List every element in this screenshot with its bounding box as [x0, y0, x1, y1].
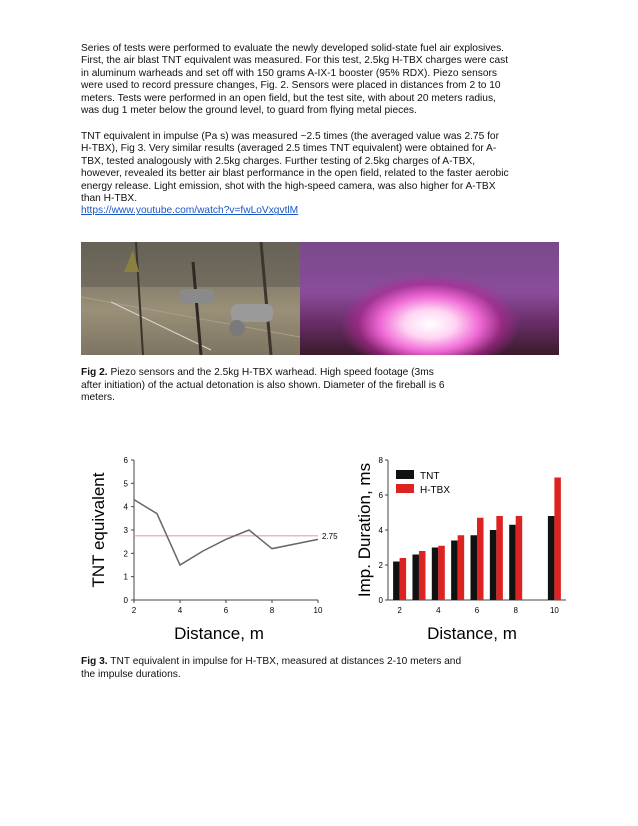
legend-label-tnt: TNT [420, 471, 440, 482]
x-tick-label: 8 [513, 606, 518, 615]
bar-h-tbx-5 [458, 535, 465, 600]
x-tick-label: 8 [269, 606, 275, 615]
fig2-caption [81, 367, 551, 405]
bar-tnt-2 [393, 562, 400, 601]
bar-tnt-5 [451, 541, 458, 601]
x-tick-label: 10 [549, 606, 559, 615]
bar-h-tbx-4 [438, 546, 445, 600]
text-line: Series of tests were performed to evaluate the newly developed solid-state fuel air explosives. [81, 43, 505, 54]
x-axis-label: Distance, m [427, 624, 517, 643]
x-tick-label: 6 [474, 606, 480, 615]
youtube-link[interactable]: https://www.youtube.com/watch?v=fwLoVxgvtlM [81, 205, 299, 217]
fig3-caption [81, 656, 551, 681]
y-axis-label: Imp. Duration, ms [355, 462, 374, 598]
caption-text: after initiation) of the actual detonation is also shown. Diameter of the fireball is 6 [81, 379, 445, 391]
x-tick-label: 6 [223, 606, 229, 615]
bar-tnt-4 [432, 548, 439, 601]
y-tick-label: 6 [378, 491, 383, 500]
bar-h-tbx-3 [419, 551, 426, 600]
text-line: than H-TBX. [81, 193, 138, 205]
x-tick-label: 4 [436, 606, 441, 615]
bar-h-tbx-6 [477, 518, 484, 600]
data-line-h-tbx [134, 500, 318, 565]
x-tick-label: 4 [177, 606, 183, 615]
y-tick-label: 5 [123, 479, 128, 489]
y-tick-label: 3 [123, 526, 128, 535]
bar-tnt-3 [412, 555, 419, 601]
bar-h-tbx-7 [496, 516, 503, 600]
y-tick-label: 1 [123, 572, 128, 582]
text-line: however, revealed its better air blast performance in the open field, related to the faster aerobic [81, 168, 509, 180]
bar-tnt-8 [509, 525, 516, 600]
bar-h-tbx-2 [400, 558, 407, 600]
text-line: H-TBX), Fig 3. Very similar results (averaged 2.5 times TNT equivalent) were obtained for A- [81, 143, 497, 155]
y-tick-label: 0 [378, 596, 383, 605]
y-tick-label: 2 [123, 549, 128, 559]
caption-text: the impulse durations. [81, 668, 181, 680]
legend-swatch-tnt [396, 470, 414, 479]
text-line: in aluminum warheads and set off with 150 grams A-IX-1 booster (95% RDX). Piezo sensors [81, 67, 497, 79]
legend-label-htbx: H-TBX [420, 485, 450, 496]
y-tick-label: 6 [123, 456, 128, 465]
paragraph-1 [81, 43, 559, 117]
bar-h-tbx-8 [516, 516, 523, 600]
y-axis-label: TNT equivalent [89, 472, 108, 588]
text-line: were used to record pressure changes, Fig. 2. Sensors were placed in distances from 2 to 10 [81, 80, 501, 92]
text-line: was dug 1 meter below the ground level, to guard from flying metal pieces. [81, 105, 417, 117]
text-line: energy release. Light emission, shot with the high-speed camera, was also higher for A-TBX [81, 180, 496, 192]
x-tick-label: 2 [397, 606, 402, 615]
bar-h-tbx-10 [554, 478, 561, 601]
text-line: TBX, tested analogously with 2.5kg charges. Further testing of 2.5kg charges of A-TBX, [81, 155, 476, 167]
legend-swatch-htbx [396, 484, 414, 493]
fig2-label: Fig 2. [81, 367, 108, 378]
caption-text: meters. [81, 392, 115, 404]
caption-text: TNT equivalent in impulse for H-TBX, measured at distances 2-10 meters and [107, 656, 462, 667]
text-line: TNT equivalent in impulse (Pa s) was measured ~2.5 times (the averaged value was 2.75 for [81, 131, 499, 142]
y-tick-label: 0 [123, 596, 128, 605]
bar-tnt-6 [471, 535, 478, 600]
caption-text: Piezo sensors and the 2.5kg H-TBX warhead. High speed footage (3ms [107, 367, 434, 378]
bar-tnt-10 [548, 516, 555, 600]
piezo-sensors-photo [81, 242, 300, 355]
y-tick-label: 2 [378, 561, 383, 570]
x-tick-label: 10 [313, 606, 323, 615]
text-line: First, the air blast TNT equivalent was measured. For this test, 2.5kg H-TBX charges were cast [81, 55, 509, 67]
y-tick-label: 4 [378, 526, 383, 535]
reference-label: 2.75 [322, 531, 338, 541]
paragraph-2 [81, 131, 559, 218]
y-tick-label: 4 [123, 502, 128, 512]
text-line: meters. Tests were performed in an open field, but the test site, with about 20 meters radius, [81, 92, 496, 104]
fig3-label: Fig 3. [81, 656, 108, 667]
tnt-equivalent-chart [80, 450, 342, 648]
y-tick-label: 8 [378, 456, 383, 465]
x-axis-label: Distance, m [174, 624, 264, 643]
detonation-fireball-photo [300, 242, 559, 355]
x-tick-label: 2 [131, 606, 137, 615]
bar-tnt-7 [490, 530, 497, 600]
impulse-duration-chart [350, 450, 572, 648]
